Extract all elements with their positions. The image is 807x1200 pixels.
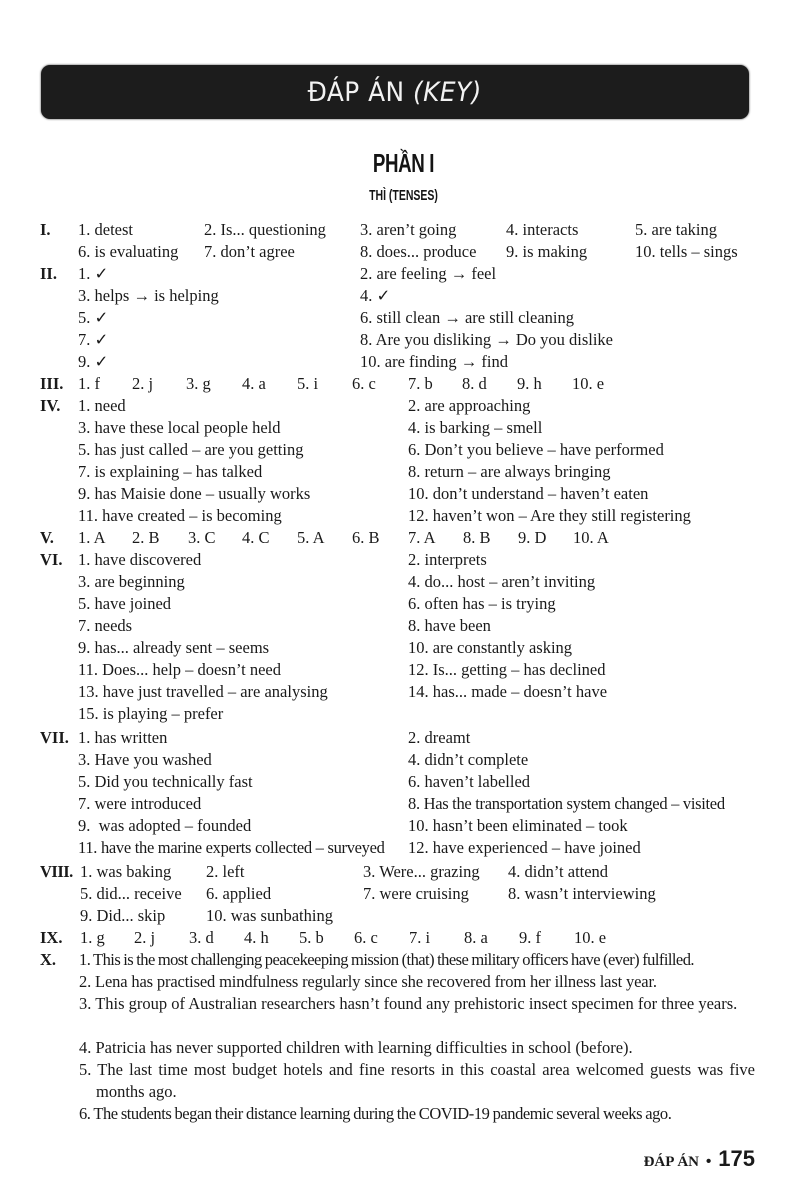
answer-item: 10. e xyxy=(574,928,607,947)
banner-key-text: (KEY) xyxy=(413,76,483,108)
answer-item: 9. has Maisie done – usually works xyxy=(78,484,311,503)
answer-item: 4. didn’t complete xyxy=(408,750,529,769)
answer-row xyxy=(0,905,807,927)
answer-row xyxy=(0,659,807,681)
answer-row xyxy=(0,815,807,837)
answer-item: 2. are feeling → feel xyxy=(360,264,497,283)
answer-sentence: 1. This is the most challenging peacekeeping mission (that) these military officers have (ever) fulfilled. xyxy=(79,950,694,969)
answer-item: 7. needs xyxy=(78,616,133,635)
answer-row xyxy=(0,927,807,949)
answer-row xyxy=(0,483,807,505)
answer-item: 4. C xyxy=(242,528,270,547)
answer-row xyxy=(0,417,807,439)
answer-row xyxy=(0,727,807,749)
answer-item: 8. have been xyxy=(408,616,491,635)
answer-item: 1. need xyxy=(78,396,126,415)
answer-row xyxy=(0,549,807,571)
answer-item: 12. haven’t won – Are they still registering xyxy=(408,506,691,525)
answer-row xyxy=(0,307,807,329)
section-label: III. xyxy=(40,374,64,393)
section-label: VII. xyxy=(40,728,69,747)
page-number: 175 xyxy=(718,1146,755,1171)
answer-item: 13. have just travelled – are analysing xyxy=(78,682,328,701)
answer-item: 9. h xyxy=(517,374,542,393)
answer-item: 2. interprets xyxy=(408,550,487,569)
answer-item xyxy=(79,1103,755,1125)
answer-item: 8. a xyxy=(464,928,488,947)
answer-row xyxy=(0,615,807,637)
answer-item: 2. left xyxy=(206,862,245,881)
banner-title xyxy=(308,77,482,108)
answer-item: 1. detest xyxy=(78,220,133,239)
answer-item: 4. do... host – aren’t inviting xyxy=(408,572,596,591)
answer-item: 7. were cruising xyxy=(363,884,469,903)
answer-item: 6. Don’t you believe – have performed xyxy=(408,440,664,459)
answer-row xyxy=(0,861,807,883)
answer-item: 10. tells – sings xyxy=(635,242,738,261)
answer-item: 4. didn’t attend xyxy=(508,862,609,881)
answer-item: 3. g xyxy=(186,374,211,393)
answer-item: 5. has just called – are you getting xyxy=(78,440,304,459)
answer-row xyxy=(0,241,807,263)
answer-item xyxy=(79,1059,755,1103)
answer-row xyxy=(0,439,807,461)
answer-item: 4. is barking – smell xyxy=(408,418,543,437)
answer-item: 3. Were... grazing xyxy=(363,862,480,881)
answer-row xyxy=(0,505,807,527)
answer-row xyxy=(0,219,807,241)
answer-item: 5. have joined xyxy=(78,594,172,613)
answer-item xyxy=(79,1037,755,1059)
answer-item: 8. B xyxy=(463,528,491,547)
answer-item: 5. i xyxy=(297,374,319,393)
answer-row xyxy=(0,571,807,593)
answer-item: 5. did... receive xyxy=(80,884,182,903)
section-label: II. xyxy=(40,264,57,283)
answer-item: 10. are constantly asking xyxy=(408,638,573,657)
answer-row xyxy=(0,593,807,615)
section-label: IX. xyxy=(40,928,63,947)
answer-item: 15. is playing – prefer xyxy=(78,704,224,723)
answer-item: 1. ✓ xyxy=(78,264,109,283)
answer-item: 2. j xyxy=(132,374,154,393)
answer-item: 10. hasn’t been eliminated – took xyxy=(408,816,628,835)
answer-item: 10. are finding → find xyxy=(360,352,509,371)
answer-row xyxy=(0,527,807,549)
answer-item: 5. Did you technically fast xyxy=(78,772,253,791)
answer-sentence: 4. Patricia has never supported children with learning difficulties in school (before). xyxy=(79,1038,633,1057)
section-label: X. xyxy=(40,950,57,969)
answer-item: 1. has written xyxy=(78,728,168,747)
answer-item: 1. have discovered xyxy=(78,550,202,569)
answer-item: 12. Is... getting – has declined xyxy=(408,660,606,679)
answer-row xyxy=(0,637,807,659)
answer-row xyxy=(0,263,807,285)
answer-item: 3. C xyxy=(188,528,216,547)
answer-row xyxy=(0,285,807,307)
section-label: IV. xyxy=(40,396,61,415)
answer-item: 2. are approaching xyxy=(408,396,531,415)
answer-row xyxy=(0,329,807,351)
answer-item: 5. b xyxy=(299,928,324,947)
answer-row xyxy=(0,837,807,859)
answer-row xyxy=(0,793,807,815)
answer-row xyxy=(0,395,807,417)
answer-item: 10. e xyxy=(572,374,605,393)
answer-item xyxy=(79,949,755,971)
section-label: VI. xyxy=(40,550,63,569)
answer-row xyxy=(0,703,807,725)
answer-item: 3. aren’t going xyxy=(360,220,457,239)
answer-item: 7. don’t agree xyxy=(204,242,295,261)
answer-item: 8. wasn’t interviewing xyxy=(508,884,656,903)
answer-item: 7. i xyxy=(409,928,431,947)
answer-item: 5. A xyxy=(297,528,325,547)
answer-item: 6. haven’t labelled xyxy=(408,772,531,791)
section-label: V. xyxy=(40,528,54,547)
answer-item: 8. return – are always bringing xyxy=(408,462,611,481)
answer-item: 9. ✓ xyxy=(78,352,109,371)
answer-item: 8. Are you disliking → Do you dislike xyxy=(360,330,613,349)
answer-item: 3. have these local people held xyxy=(78,418,281,437)
answer-sentence: 5. The last time most budget hotels and fine resorts in this coastal area welcomed guests was five months ago. xyxy=(79,1060,755,1101)
answer-item: 2. Is... questioning xyxy=(204,220,326,239)
section-subtitle: THÌ (TENSES) xyxy=(369,187,438,204)
key-banner xyxy=(41,65,749,119)
answer-item: 5. are taking xyxy=(635,220,718,239)
answer-item: 10. A xyxy=(573,528,609,547)
answer-item: 6. c xyxy=(352,374,376,393)
section-label: VIII. xyxy=(40,862,73,881)
answer-row xyxy=(0,771,807,793)
answer-item: 8. Has the transportation system changed – visited xyxy=(408,794,725,813)
answer-item: 7. b xyxy=(408,374,433,393)
answer-row xyxy=(0,373,807,395)
answer-item: 6. often has – is trying xyxy=(408,594,556,613)
answer-item xyxy=(79,971,755,993)
answer-item: 1. A xyxy=(78,528,106,547)
answer-item: 12. have experienced – have joined xyxy=(408,838,641,857)
answer-item: 6. B xyxy=(352,528,380,547)
page-footer xyxy=(620,1146,755,1172)
section-label: I. xyxy=(40,220,51,239)
answer-item: 3. are beginning xyxy=(78,572,185,591)
answer-item: 2. j xyxy=(134,928,156,947)
answer-item: 6. c xyxy=(354,928,378,947)
answer-item: 2. B xyxy=(132,528,160,547)
part-title: PHẦN I xyxy=(372,148,435,178)
answer-item: 3. d xyxy=(189,928,214,947)
answer-sentence: 3. This group of Australian researchers hasn’t found any prehistoric insect specimen for three years. xyxy=(79,994,738,1013)
answer-item: 4. a xyxy=(242,374,266,393)
answer-item: 9. Did... skip xyxy=(80,906,166,925)
answer-item: 6. applied xyxy=(206,884,272,903)
answer-item: 2. dreamt xyxy=(408,728,471,747)
answer-row xyxy=(0,883,807,905)
answer-item: 9. D xyxy=(518,528,547,547)
answer-item: 4. ✓ xyxy=(360,286,391,305)
answer-item: 7. ✓ xyxy=(78,330,109,349)
answer-item: 11. have the marine experts collected – surveyed xyxy=(78,838,385,857)
answer-item: 7. is explaining – has talked xyxy=(78,462,263,481)
answer-item: 11. Does... help – doesn’t need xyxy=(78,660,282,679)
answer-item: 3. Have you washed xyxy=(78,750,212,769)
answer-row xyxy=(0,681,807,703)
answer-item: 7. were introduced xyxy=(78,794,202,813)
answer-item: 6. still clean → are still cleaning xyxy=(360,308,574,327)
answer-sentence: 2. Lena has practised mindfulness regularly since she recovered from her illness last year. xyxy=(79,972,657,991)
answer-item: 9. was adopted – founded xyxy=(78,816,252,835)
answer-item: 3. helps → is helping xyxy=(78,286,219,305)
answer-item: 4. interacts xyxy=(506,220,579,239)
answer-row xyxy=(0,749,807,771)
answer-item: 10. was sunbathing xyxy=(206,906,333,925)
answer-item: 9. is making xyxy=(506,242,588,261)
answer-item: 8. does... produce xyxy=(360,242,477,261)
answer-item: 1. f xyxy=(78,374,100,393)
answer-item: 11. have created – is becoming xyxy=(78,506,282,525)
answer-row xyxy=(0,461,807,483)
footer-bullet: • xyxy=(706,1153,712,1170)
answer-item: 5. ✓ xyxy=(78,308,109,327)
answer-item: 14. has... made – doesn’t have xyxy=(408,682,608,701)
answer-item: 7. A xyxy=(408,528,436,547)
answer-row xyxy=(0,351,807,373)
footer-label: ĐÁP ÁN xyxy=(643,1154,700,1170)
answer-item xyxy=(79,993,755,1015)
answer-item: 6. is evaluating xyxy=(78,242,179,261)
answer-item: 8. d xyxy=(462,374,487,393)
banner-title-text: ĐÁP ÁN xyxy=(307,76,405,108)
answer-item: 10. don’t understand – haven’t eaten xyxy=(408,484,649,503)
answer-item: 9. has... already sent – seems xyxy=(78,638,270,657)
answer-item: 9. f xyxy=(519,928,541,947)
answer-item: 1. g xyxy=(80,928,105,947)
answer-sentence: 6. The students began their distance learning during the COVID-19 pandemic several weeks ago. xyxy=(79,1104,672,1123)
answer-item: 1. was baking xyxy=(80,862,172,881)
answer-item: 4. h xyxy=(244,928,269,947)
